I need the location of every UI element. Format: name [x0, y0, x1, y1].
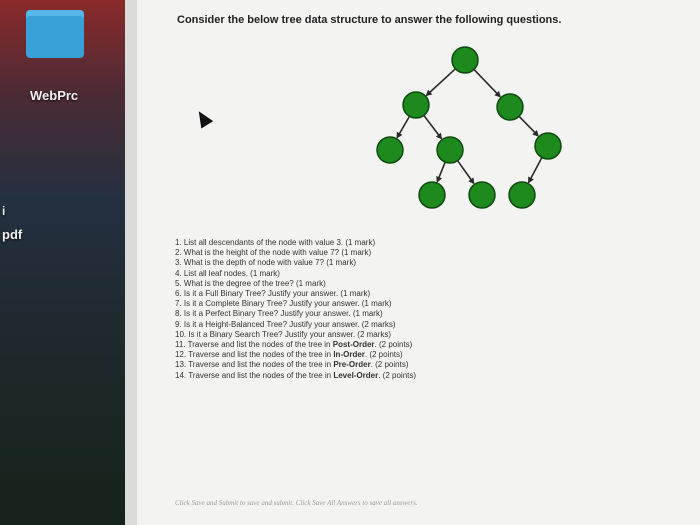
- question-item-14: 14. Traverse and list the nodes of the tree in Level-Order. (2 points): [175, 370, 417, 380]
- desktop-item-webpro-label[interactable]: WebPrc: [30, 88, 79, 103]
- tree-edge-arrowhead: [468, 177, 474, 184]
- desktop-background: [0, 0, 125, 525]
- question-item-10: 10. Is it a Binary Search Tree? Justify your answer. (2 marks): [175, 329, 392, 339]
- question-item-6: 6. Is it a Full Binary Tree? Justify your answer. (1 mark): [175, 289, 371, 299]
- desktop-item-i-label[interactable]: i: [2, 204, 6, 218]
- question-item-3: 3. What is the depth of node with value 7? (1 mark): [175, 258, 356, 268]
- tree-node: [377, 137, 403, 163]
- question-item-9: 9. Is it a Height-Balanced Tree? Justify your answer. (2 marks): [175, 319, 396, 329]
- tree-edge: [474, 69, 500, 96]
- tree-node: [437, 137, 463, 163]
- question-item-1: 1. List all descendants of the node with value 3. (1 mark): [175, 238, 376, 247]
- tree-edge: [424, 115, 441, 138]
- question-item-5: 5. What is the degree of the tree? (1 mark): [175, 278, 326, 288]
- tree-node: [509, 182, 535, 208]
- folder-icon[interactable]: [26, 10, 84, 58]
- question-item-4: 4. List all leaf nodes. (1 mark): [175, 268, 280, 278]
- question-list: [175, 238, 416, 381]
- tree-edge: [427, 69, 455, 95]
- tree-node: [535, 133, 561, 159]
- question-item-13: 13. Traverse and list the nodes of the tree in Pre-Order. (2 points): [175, 360, 409, 370]
- tree-edges: [397, 69, 542, 185]
- tree-node: [419, 182, 445, 208]
- tree-node: [497, 94, 523, 120]
- tree-node: [403, 92, 429, 118]
- question-item-8: 8. Is it a Perfect Binary Tree? Justify your answer. (1 mark): [175, 309, 383, 319]
- question-item-12: 12. Traverse and list the nodes of the tree in In-Order. (2 points): [175, 350, 403, 360]
- tree-diagram: [232, 30, 562, 220]
- question-title: Consider the below tree data structure to answer the following questions.: [177, 14, 562, 26]
- question-item-11: 11. Traverse and list the nodes of the tree in Post-Order. (2 points): [175, 340, 413, 350]
- question-content: [137, 0, 700, 525]
- browser-window: [125, 0, 700, 525]
- desktop-item-pdf-label[interactable]: pdf: [2, 227, 23, 242]
- question-item-7: 7. Is it a Complete Binary Tree? Justify your answer. (1 mark): [175, 299, 392, 309]
- tree-node: [469, 182, 495, 208]
- tree-node: [452, 47, 478, 73]
- window-left-edge: [125, 0, 137, 525]
- tree-nodes: [377, 47, 561, 208]
- footer-note: Click Save and Submit to save and submit. Click Save All Answers to save all answers.: [175, 499, 418, 507]
- question-item-2: 2. What is the height of the node with value 7? (1 mark): [175, 248, 372, 258]
